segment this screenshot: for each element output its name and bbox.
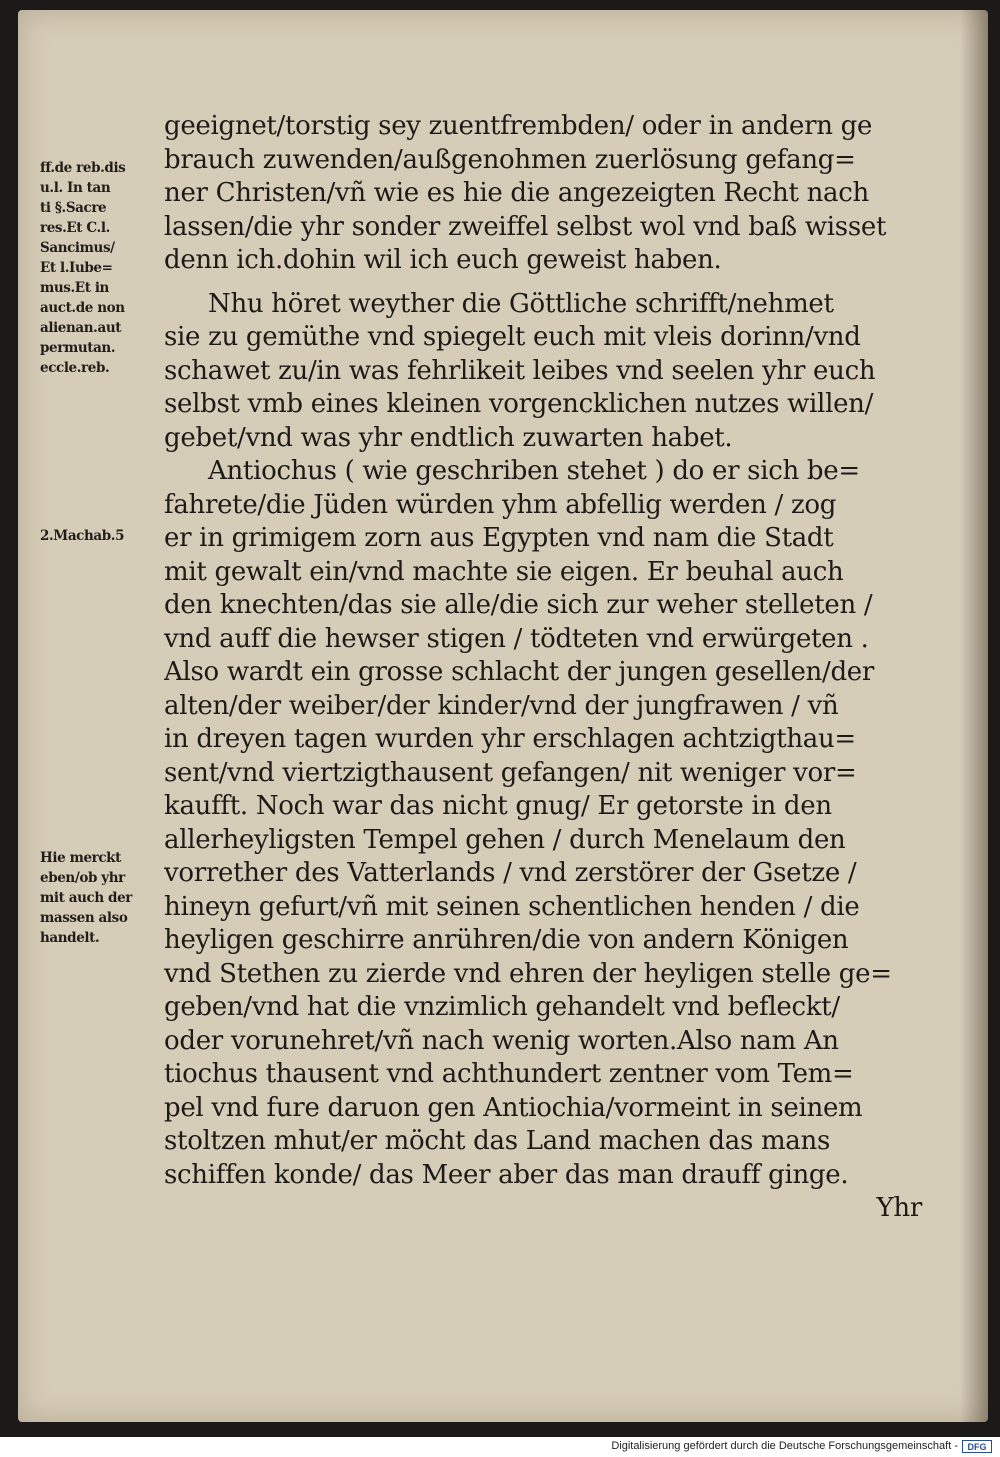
gutter-shadow — [960, 10, 988, 1422]
margin-note-line: Hie merckt — [40, 850, 121, 866]
margin-note-line: alienan.aut — [40, 320, 122, 336]
text-line: lassen/die yhr sonder zweiffel selbst wol vnd baß wisset — [164, 211, 887, 242]
margin-note-citations — [40, 158, 182, 378]
margin-note-line: handelt. — [40, 930, 100, 946]
text-line: tiochus thausent vnd achthundert zentner vom Tem= — [164, 1059, 854, 1089]
margin-note-line: u.l. In tan — [40, 180, 111, 196]
text-line: stoltzen mhut/er möcht das Land machen das mans — [164, 1126, 830, 1156]
text-line: sent/vnd viertzigthausent gefangen/ nit weniger vor= — [164, 757, 857, 788]
text-line: denn ich.dohin wil ich euch geweist haben. — [164, 245, 722, 275]
text-line: vnd Stethen zu zierde vnd ehren der heyligen stelle ge= — [164, 958, 892, 989]
margin-note-line: massen also — [40, 910, 128, 926]
text-line: sie zu gemüthe vnd spiegelt euch mit vleis dorinn/vnd — [164, 322, 861, 352]
text-line: brauch zuwenden/außgenohmen zuerlösung gefang= — [164, 144, 856, 175]
margin-note-line: auct.de non — [40, 300, 125, 316]
text-line: oder vorunehret/vñ nach wenig worten.Also nam An — [164, 1025, 839, 1056]
margin-note-line: permutan. — [40, 340, 116, 356]
text-line: Also wardt ein grosse schlacht der jungen gesellen/der — [164, 657, 875, 687]
margin-note-line: Sancimus/ — [40, 240, 115, 256]
paragraph-start-line: Antiochus ( wie geschriben stehet ) do er sich be= — [208, 456, 860, 486]
margin-note-maccabees — [40, 526, 182, 546]
text-line: pel vnd fure daruon gen Antiochia/vormeint in seinem — [164, 1092, 863, 1123]
margin-note-line: ff.de reb.dis — [40, 160, 126, 176]
text-line: mit gewalt ein/vnd machte sie eigen. Er beuhal auch — [164, 556, 844, 587]
catchword: Yhr — [876, 1193, 922, 1223]
text-line: ner Christen/vñ wie es hie die angezeigten Recht nach — [164, 178, 869, 208]
margin-note-line: ti §.Sacre — [40, 200, 107, 216]
margin-note-admonition — [40, 848, 182, 948]
main-text-block — [164, 110, 944, 1226]
footer-bar — [0, 1437, 1000, 1457]
margin-note-line: res.Et C.l. — [40, 220, 110, 236]
text-line: schiffen konde/ das Meer aber das man drauff ginge. — [164, 1159, 849, 1190]
text-line: alten/der weiber/der kinder/vnd der jungfrawen / vñ — [164, 690, 839, 721]
text-line: geben/vnd hat die vnzimlich gehandelt vnd befleckt/ — [164, 992, 840, 1022]
text-line: vnd auff die hewser stigen / tödteten vnd erwürgeten . — [164, 623, 869, 654]
text-line: hineyn gefurt/vñ mit seinen schentlichen henden / die — [164, 891, 860, 922]
text-line: fahrete/die Jüden würden yhm abfellig werden / zog — [164, 489, 837, 520]
margin-note-line: eben/ob yhr — [40, 870, 125, 886]
paragraph-start-line: Nhu höret weyther die Göttliche schrifft/nehmet — [208, 288, 834, 319]
text-line: er in grimigem zorn aus Egypten vnd nam die Stadt — [164, 523, 834, 553]
text-line: gebet/vnd was yhr endtlich zuwarten habet. — [164, 422, 733, 453]
text-line: in dreyen tagen wurden yhr erschlagen achtzigthau= — [164, 724, 856, 754]
margin-note-line: mus.Et in — [40, 280, 109, 296]
text-line: selbst vmb eines kleinen vorgencklichen nutzes willen/ — [164, 389, 874, 419]
margin-note-line: Et l.Iube= — [40, 260, 113, 276]
text-line: vorrether des Vatterlands / vnd zerstörer der Gsetze / — [164, 858, 857, 888]
dfg-logo: DFG — [962, 1440, 992, 1453]
text-line: allerheyligsten Tempel gehen / durch Menelaum den — [164, 824, 846, 855]
margin-note-line: mit auch der — [40, 890, 132, 906]
text-line: heyligen geschirre anrühren/die von andern Königen — [164, 925, 849, 955]
margin-note-line: eccle.reb. — [40, 360, 110, 376]
funding-notice: Digitalisierung gefördert durch die Deutsche Forschungsgemeinschaft - — [611, 1440, 958, 1452]
text-line: geeignet/torstig sey zuentfrembden/ oder in andern ge — [164, 111, 873, 141]
margin-note-line: 2.Machab.5 — [40, 528, 125, 544]
text-line: den knechten/das sie alle/die sich zur weher stelleten / — [164, 590, 873, 620]
text-line: kaufft. Noch war das nicht gnug/ Er getorste in den — [164, 791, 832, 821]
text-line: schawet zu/in was fehrlikeit leibes vnd seelen yhr euch — [164, 355, 876, 386]
